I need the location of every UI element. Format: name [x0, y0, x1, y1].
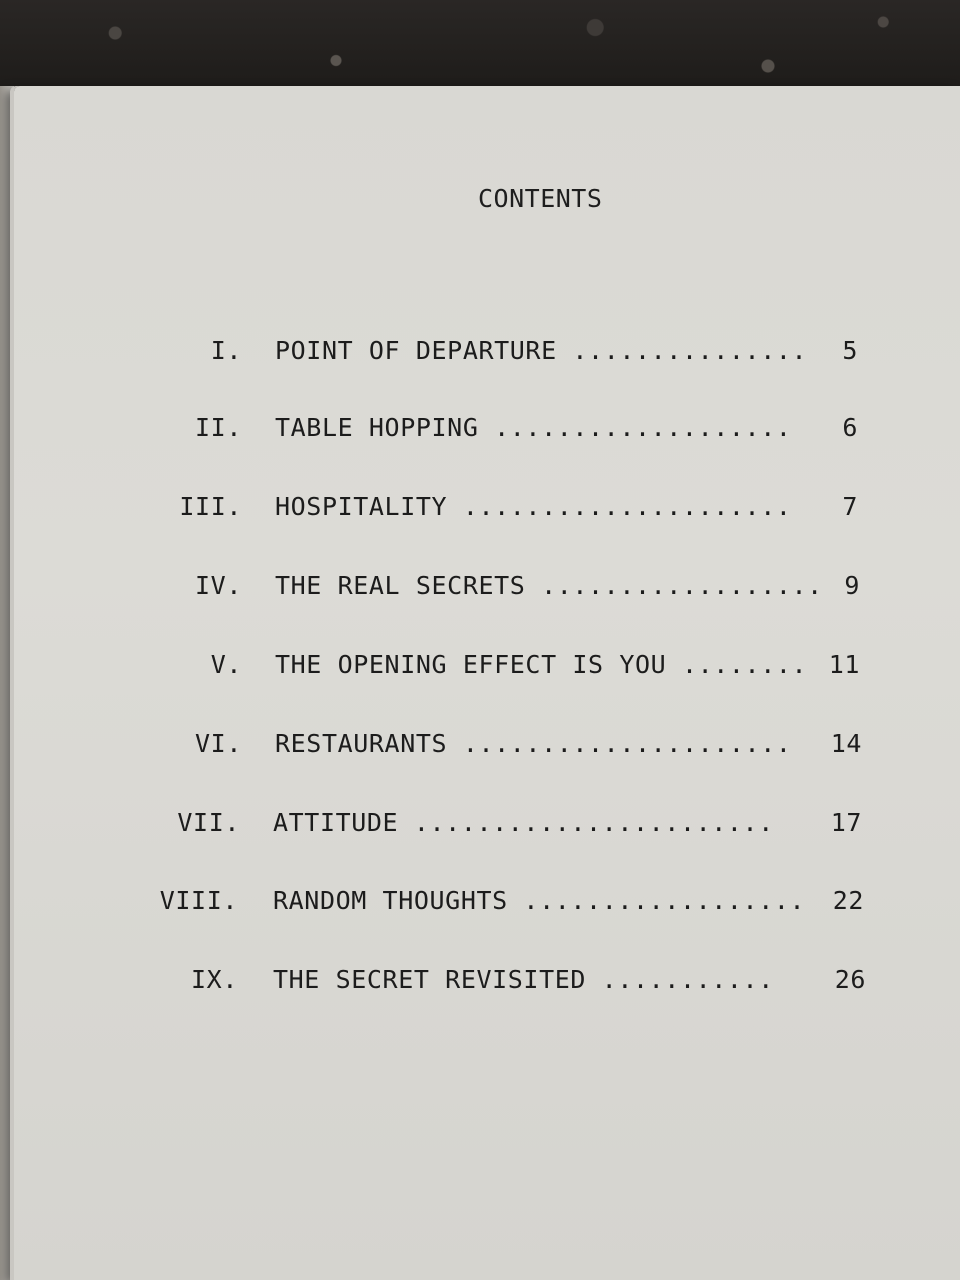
toc-numeral: V.: [210, 650, 242, 679]
toc-row: [0, 886, 960, 922]
toc-title: RESTAURANTS .....................: [275, 729, 792, 758]
contents-title: CONTENTS: [478, 184, 603, 213]
toc-row: [0, 808, 960, 844]
toc-row: [0, 729, 960, 765]
toc-numeral: III.: [179, 492, 242, 521]
toc-row: [0, 336, 960, 372]
toc-title: HOSPITALITY .....................: [275, 492, 792, 521]
toc-page: 7: [842, 492, 858, 521]
toc-title: THE OPENING EFFECT IS YOU ........: [275, 650, 808, 679]
toc-page: 22: [832, 886, 864, 915]
toc-title: ATTITUDE .......................: [273, 808, 774, 837]
toc-numeral: II.: [195, 413, 242, 442]
toc-page: 14: [830, 729, 862, 758]
toc-page: 5: [842, 336, 858, 365]
toc-title: POINT OF DEPARTURE ...............: [275, 336, 808, 365]
toc-title: RANDOM THOUGHTS ..................: [273, 886, 806, 915]
toc-page: 17: [830, 808, 862, 837]
toc-row: [0, 965, 960, 1001]
toc-numeral: IV.: [195, 571, 242, 600]
toc-numeral: VI.: [195, 729, 242, 758]
toc-row: [0, 413, 960, 449]
toc-page: 11: [828, 650, 860, 679]
toc-row: [0, 650, 960, 686]
toc-page: 26: [834, 965, 866, 994]
toc-numeral: VIII.: [159, 886, 238, 915]
toc-numeral: IX.: [191, 965, 238, 994]
toc-title: THE SECRET REVISITED ...........: [273, 965, 774, 994]
toc-numeral: VII.: [177, 808, 240, 837]
toc-title: TABLE HOPPING ...................: [275, 413, 792, 442]
toc-row: [0, 492, 960, 528]
toc-title: THE REAL SECRETS ..................: [275, 571, 823, 600]
toc-page: 6: [842, 413, 858, 442]
toc-row: [0, 571, 960, 607]
toc-page: 9: [844, 571, 860, 600]
toc-numeral: I.: [210, 336, 242, 365]
